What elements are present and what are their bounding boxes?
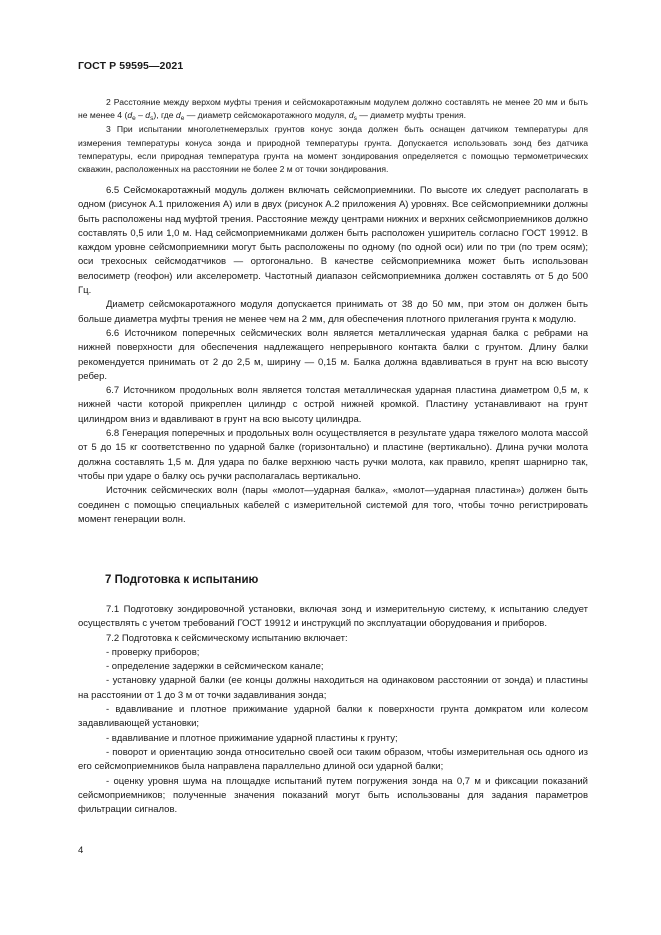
paragraph-diameter: Диаметр сейсмокаротажного модуля допускается принимать от 38 до 50 мм, при этом он должен быть больше диаметра муфты трения не менее чем на 2 мм, для обеспечения плотного прилегания грунта к модулю. [78, 299, 588, 325]
note-3: 3 При испытании многолетнемерзлых грунтов конус зонда должен быть оснащен датчиком температуры для измерения температуры конуса зонда и природной температуры грунта. Допускается использовать зонд без датчика температуры, если природная температура грунта на момент зондирования определяется с помощью термометрических скважин, расположенных на расстоянии не более 2 м от точки зондирования. [78, 124, 588, 175]
paragraph-6-7: 6.7 Источником продольных волн является толстая металлическая ударная пластина диаметром 0,5 м, к нижней части которой прикреплен цилиндр с острой нижней кромкой. Пластину устанавливают на грунт цилиндром вниз и вдавливают в грунт на всю высоту цилиндра. [78, 385, 588, 425]
note-2-text-c: — диаметр сейсмокаротажного модуля, [184, 110, 349, 121]
note-2-text-a: 2 Расстояние между верхом муфты трения и сейсмокаротажным модулем должно составлять не менее 20 мм и быть не менее 4 ( [78, 97, 588, 121]
section-6-body [78, 184, 588, 527]
var-d: d [175, 110, 181, 121]
list-item: - проверку приборов; [106, 646, 200, 658]
section-7-title: 7 Подготовка к испытанию [105, 574, 259, 586]
paragraph-6-8: 6.8 Генерация поперечных и продольных волн осуществляется в результате удара тяжелого молота массой от 5 до 15 кг соответственно по ударной балке (горизонтально) и пластине (вертикально). Длина ручки молота должна составлять 1,5 м. Для удара по балке верхнюю часть ручки молота, как правило, крепят шарнирно так, чтобы при ударе о балку ось ручки располагалась вертикально. [78, 428, 588, 482]
sub-s: s [150, 115, 154, 123]
sub-e: e [180, 115, 185, 123]
minus: – [135, 110, 146, 121]
sub-s: s [353, 115, 357, 123]
sub-e: e [132, 115, 136, 123]
note-2 [78, 96, 588, 122]
note-2-text-b: ), где [153, 110, 176, 121]
var-d: d [127, 110, 133, 121]
list-item: - определение задержки в сейсмическом канале; [106, 661, 324, 673]
list-item: - оценку уровня шума на площадке испытаний путем погружения зонда на 0,7 м и фиксации показаний сейсмоприемников; полученные значения показаний могут быть использованы для задания параметров фильтрации сигналов. [78, 775, 588, 816]
paragraph-6-5: 6.5 Сейсмокаротажный модуль должен включать сейсмоприемники. По высоте их следует располагать в одном (рисунок А.1 приложения А) или в двух (рисунок А.2 приложения А) уровнях. Все сейсмоприемники должны быть расположены над муфтой трения. Расстояние между центрами нижних и верхних сейсмоприемников должно составлять 0,5 или 1,0 м. Над сейсмоприемниками должен быть расположен уширитель согласно ГОСТ 19912. В каждом уровне сейсмоприемники могут быть расположены по одному (по одной оси) или по три (по трем осям); оси трехосных сейсмодатчиков — ортогонально. В качестве сейсмоприемника может быть использован велосиметр (геофон) или акселерометр. Частотный диапазон сейсмоприемника должен составлять от 5 до 500 Гц. [78, 185, 588, 297]
var-d: d [145, 110, 151, 121]
paragraph-7-2: 7.2 Подготовка к сейсмическому испытанию включает: [106, 632, 348, 644]
var-d: d [348, 110, 354, 121]
list-item: - поворот и ориентацию зонда относительно своей оси таким образом, чтобы измерительная ось одного из его сейсмоприемников была направлена параллельно длиной оси ударной балки; [78, 746, 588, 773]
paragraph-7-1: 7.1 Подготовку зондировочной установки, включая зонд и измерительную систему, к испытанию следует осуществлять с учетом требований ГОСТ 19912 и инструкций по эксплуатации оборудования и приборов. [78, 604, 588, 630]
section-7-body [78, 603, 588, 817]
paragraph-source: Источник сейсмических волн (пары «молот—ударная балка», «молот—ударная пластина») должен быть соединен с помощью специальных кабелей с измерительной системой для того, чтобы точно регистрировать момент генерации волн. [78, 485, 588, 525]
list-item: - вдавливание и плотное прижимание ударной пластины к грунту; [106, 732, 398, 744]
note-2-text-d: — диаметр муфты трения. [356, 110, 466, 121]
page-number: 4 [78, 845, 84, 856]
list-item: - вдавливание и плотное прижимание ударной балки к поверхности грунта домкратом или колесом задавливающей установки; [78, 704, 588, 730]
list-item: - установку ударной балки (ее концы должны находиться на одинаковом расстоянии от зонда) и пластины на расстоянии от 1 до 3 м от точки задавливания зонда; [78, 675, 588, 701]
document-header: ГОСТ Р 59595—2021 [78, 60, 184, 72]
paragraph-6-6: 6.6 Источником поперечных сейсмических волн является металлическая ударная балка с ребрами на нижней поверхности для обеспечения надлежащего непрерывного контакта балки с грунтом. Длину балки рекомендуется принимать от 2 до 2,5 м, ширину — 0,15 м. Балка должна вдавливаться в грунт на всю высоту ребер. [78, 327, 588, 382]
notes-block [78, 96, 588, 176]
